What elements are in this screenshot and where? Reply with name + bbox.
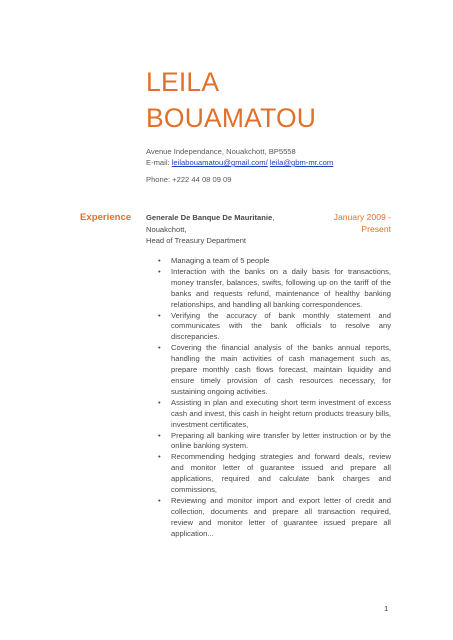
first-name: LEILA	[146, 67, 220, 97]
duty-text: Preparing all banking wire transfer by letter instruction or by the online banking system.	[171, 430, 391, 451]
duties-list	[158, 256, 391, 540]
duty-item	[158, 267, 391, 311]
bullet-icon: •	[158, 452, 161, 462]
duty-item	[158, 496, 391, 540]
duty-item	[158, 431, 391, 453]
page-number: 1	[384, 604, 389, 613]
job-location: Nouakchott,	[146, 224, 187, 234]
email-label: E-mail:	[146, 158, 172, 167]
duty-item	[158, 311, 391, 344]
duty-item	[158, 398, 391, 431]
job-title: Head of Treasury Department	[146, 236, 247, 245]
duty-text: Verifying the accuracy of bank monthly statement and communicates with the bank officials to resolve any discrepancies.	[171, 310, 391, 342]
date-end: Present	[361, 224, 391, 234]
email-link-secondary[interactable]: leila@gbm-mr.com	[269, 158, 334, 167]
bullet-icon: •	[158, 430, 161, 440]
experience-section-label: Experience	[80, 212, 132, 223]
employer-name: Generale De Banque De Mauritanie	[146, 213, 273, 222]
duty-text: Covering the financial analysis of the banks annual reports, handling the main activities of cash management such as, prepare monthly cash flows forecast, maintain liquidity and ensure timely provision of cash resources necessary, for sustaining ongoing activities.	[171, 343, 391, 396]
candidate-name	[146, 64, 316, 136]
email-link-primary[interactable]: leilabouamatou@gmail.com/	[171, 158, 268, 167]
duty-text: Interaction with the banks on a daily basis for transactions, money transfer, balances, swifts, following up on the tariff of the banks and requests refund, maintenance of healthy banking relationships, and handling all banking correspondences.	[171, 266, 391, 309]
contact-block	[146, 146, 333, 185]
bullet-icon: •	[158, 310, 161, 320]
phone: Phone: +222 44 08 09 09	[146, 175, 232, 184]
job-dates	[314, 211, 391, 235]
bullet-icon: •	[158, 495, 161, 505]
date-start: January 2009 -	[333, 212, 391, 222]
bullet-icon: •	[158, 343, 161, 353]
employer-suffix: ,	[272, 213, 275, 222]
bullet-icon: •	[158, 266, 161, 276]
duty-text: Reviewing and monitor import and export letter of credit and collection, documents and prepare all transaction required, review and monitor letter of guarantee issued prepare all application...	[171, 495, 391, 538]
duty-text: Assisting in plan and executing short term investment of excess cash and invest, this cash in height return products treasury bills, investment certificates,	[171, 397, 391, 429]
duty-text: Managing a team of 5 people	[171, 256, 270, 265]
duty-item	[158, 343, 391, 398]
duty-text: Recommending hedging strategies and forward deals, review and monitor letter of guarantee issued and prepare all applications, required and calculate bank charges and commissions,	[171, 452, 391, 495]
address: Avenue Independance, Nouakchott, BP5558	[146, 147, 296, 156]
bullet-icon: •	[158, 397, 161, 407]
bullet-icon: •	[158, 256, 161, 265]
email-line	[146, 157, 333, 168]
last-name: BOUAMATOU	[146, 103, 317, 133]
duty-item	[158, 256, 391, 267]
duty-item	[158, 452, 391, 496]
